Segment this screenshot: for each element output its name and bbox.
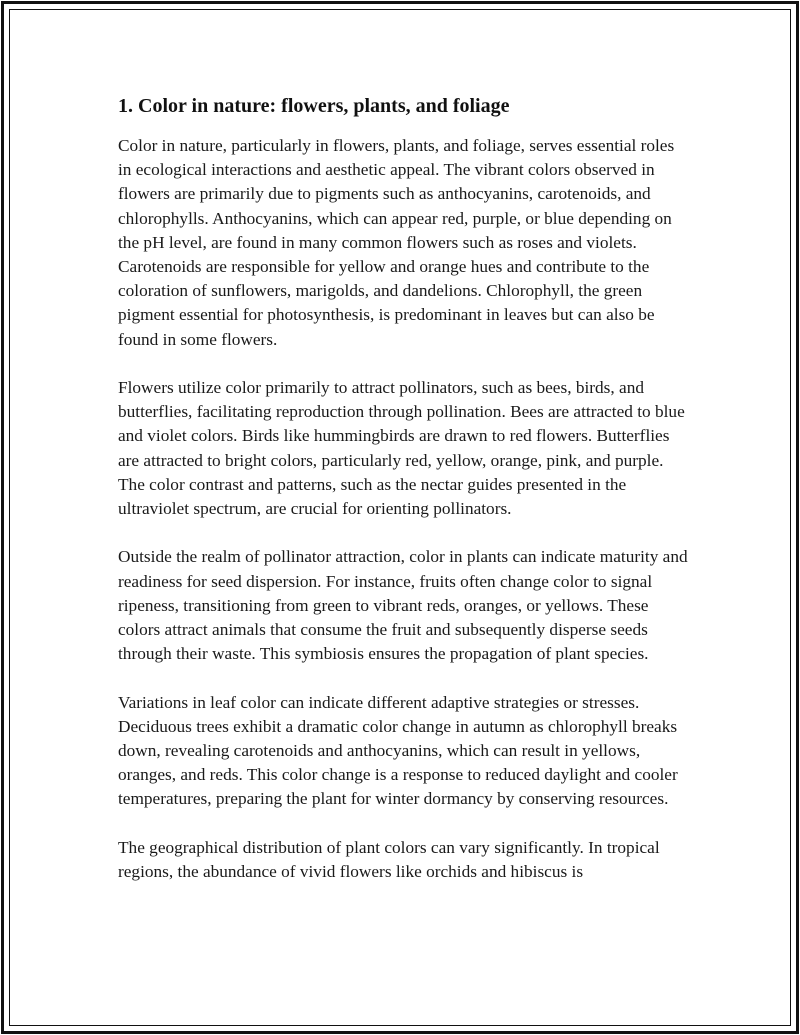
paragraph-1: Color in nature, particularly in flowers, plants, and foliage, serves essential roles in ecological interactions and aesthetic appeal. The vibrant colors observed in flowers are primarily due to pigments such as anthocyanins, carotenoids, and chlorophylls. Anthocyanins, which can appear red, purple, or blue depending on the pH level, are found in many common flowers such as roses and violets. Carotenoids are responsible for yellow and orange hues and contribute to the coloration of sunflowers, marigolds, and dandelions. Chlorophyll, the green pigment essential for photosynthesis, is predominant in leaves but can also be found in some flowers.: [118, 136, 675, 349]
paragraph-2: Flowers utilize color primarily to attract pollinators, such as bees, birds, and butterflies, facilitating reproduction through pollination. Bees are attracted to blue and violet colors. Birds like hummingbirds are drawn to red flowers. Butterflies are attracted to bright colors, particularly red, yellow, orange, pink, and purple. The color contrast and patterns, such as the nectar guides presented in the ultraviolet spectrum, are crucial for orienting pollinators.: [118, 378, 685, 519]
document-body: [118, 92, 688, 908]
section-heading: 1. Color in nature: flowers, plants, and foliage: [118, 95, 510, 117]
paragraph-5: The geographical distribution of plant colors can vary significantly. In tropical regions, the abundance of vivid flowers like orchids and hibiscus is: [118, 837, 660, 882]
paragraph-3: Outside the realm of pollinator attraction, color in plants can indicate maturity and readiness for seed dispersion. For instance, fruits often change color to signal ripeness, transitioning from green to vibrant reds, oranges, or yellows. These colors attract animals that consume the fruit and subsequently disperse seeds through their waste. This symbiosis ensures the propagation of plant species.: [118, 547, 688, 664]
paragraph-4: Variations in leaf color can indicate different adaptive strategies or stresses. Deciduous trees exhibit a dramatic color change in autumn as chlorophyll breaks down, revealing carotenoids and anthocyanins, which can result in yellows, oranges, and reds. This color change is a response to reduced daylight and cooler temperatures, preparing the plant for winter dormancy by conserving resources.: [118, 692, 678, 809]
